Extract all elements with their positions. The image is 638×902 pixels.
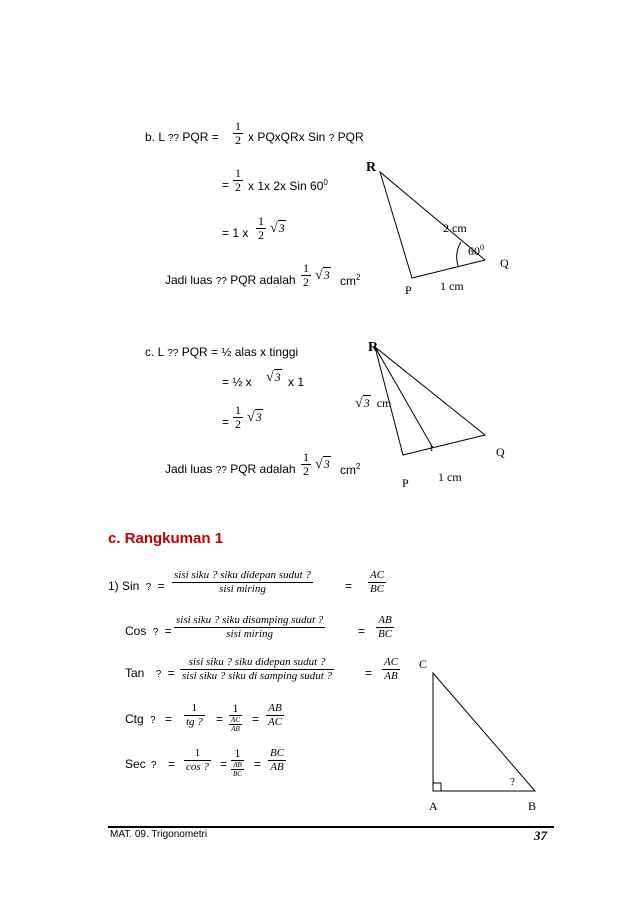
b-line2-rest: x 1x 2x Sin $60^0$ xyxy=(248,178,328,193)
c-line2b: x 1 xyxy=(288,375,305,389)
vertex-b: B xyxy=(528,799,537,813)
sec-reciprocal-cos: 1 cos ? xyxy=(186,747,209,773)
sec-reciprocal-ratio: 1 $\frac{AB}{BC}$ xyxy=(233,746,242,778)
tan-definition-fraction: sisi siku ? siku didepan sudut ? sisi siku ? siku di samping sudut ? xyxy=(182,656,333,682)
tan-ratio: AC AB xyxy=(384,656,399,682)
cos-ratio: AB BC xyxy=(378,614,393,640)
sin-label: 1) Sin ? = xyxy=(108,579,165,593)
vertex-r: R xyxy=(366,160,377,175)
c-line1: c. L ?? PQR = ½ alas x tinggi xyxy=(145,345,299,359)
b-prefix: b. L xyxy=(145,130,165,144)
vertex-p: P xyxy=(405,283,412,297)
sqrt-3: √3 xyxy=(315,457,330,472)
c-line2a: = ½ x xyxy=(222,375,252,389)
fraction-half: 1 2 xyxy=(235,166,241,194)
cos-definition-fraction: sisi siku ? siku disamping sudut ? sisi miring xyxy=(176,614,324,640)
ctg-ratio: AB AC xyxy=(268,702,283,728)
b-line3: = 1 x xyxy=(222,226,249,240)
sec-label: Sec ? = xyxy=(125,757,175,771)
equals: = xyxy=(365,666,373,680)
ctg-label: Ctg ? = xyxy=(125,712,172,726)
equals: = xyxy=(252,712,260,726)
side-label-pq: 1 cm xyxy=(438,470,462,484)
unit-cm2: $cm^2$ xyxy=(340,273,361,288)
vertex-c: C xyxy=(419,657,428,671)
equals: = xyxy=(345,579,353,593)
sqrt-3: √3 xyxy=(266,370,281,385)
equals: = xyxy=(216,712,224,726)
footer-divider xyxy=(108,826,554,828)
c-jadi: Jadi luas ?? PQR adalah xyxy=(165,462,296,476)
equals: = xyxy=(254,757,262,771)
fraction-half: 1 2 xyxy=(235,119,241,147)
sqrt-3: √3 xyxy=(247,410,262,425)
cos-label: Cos ? = xyxy=(125,624,172,638)
equals: = xyxy=(358,624,366,638)
b-lhs: PQR = xyxy=(182,130,219,144)
page-number: 37 xyxy=(534,828,547,843)
angle-label: ? xyxy=(510,776,515,788)
footer-title: MAT. 09. Trigonometri xyxy=(110,829,208,840)
side-label-rq: 2 cm xyxy=(443,221,467,235)
tan-label: Tan ? = xyxy=(125,666,175,680)
sin-ratio: AC BC xyxy=(370,569,385,595)
vertex-q: Q xyxy=(500,256,509,270)
fraction-half: 1 2 xyxy=(258,214,264,242)
sec-ratio: BC AB xyxy=(270,747,285,773)
unit-cm2: $cm^2$ xyxy=(340,462,361,477)
b-line1-rest: x PQxQRx Sin ? PQR xyxy=(248,130,364,144)
sin-definition-fraction: sisi siku ? siku didepan sudut ? sisi miring xyxy=(174,569,311,595)
section-heading: c. Rangkuman 1 xyxy=(108,530,224,547)
fraction-half: 1 2 xyxy=(303,261,309,289)
c-line3: = xyxy=(222,415,230,429)
sqrt-3: √3 xyxy=(270,221,285,236)
side-label-pq: 1 cm xyxy=(440,279,464,293)
equals: = xyxy=(220,757,228,771)
vertex-p: P xyxy=(402,476,409,490)
sqrt-3: √3 xyxy=(315,268,330,283)
b-line1 xyxy=(145,130,219,144)
triangle-symbol: ?? xyxy=(167,133,180,144)
vertex-q: Q xyxy=(496,445,505,459)
ctg-reciprocal-ratio: 1 $\frac{AC}{AB}$ xyxy=(231,701,240,733)
angle-label: $60^0$ xyxy=(468,243,484,258)
fraction-half: 1 2 xyxy=(235,403,241,431)
ctg-reciprocal-tg: 1 tg ? xyxy=(186,702,203,728)
b-line2-eq: = xyxy=(222,178,230,192)
vertex-r: R xyxy=(368,340,379,355)
side-label-rp: √3 cm xyxy=(355,396,392,411)
right-triangle-abc xyxy=(425,665,545,795)
b-jadi: Jadi luas ?? PQR adalah xyxy=(165,273,296,287)
height-label: t xyxy=(430,442,434,454)
vertex-a: A xyxy=(429,799,438,813)
fraction-half: 1 2 xyxy=(303,450,309,478)
